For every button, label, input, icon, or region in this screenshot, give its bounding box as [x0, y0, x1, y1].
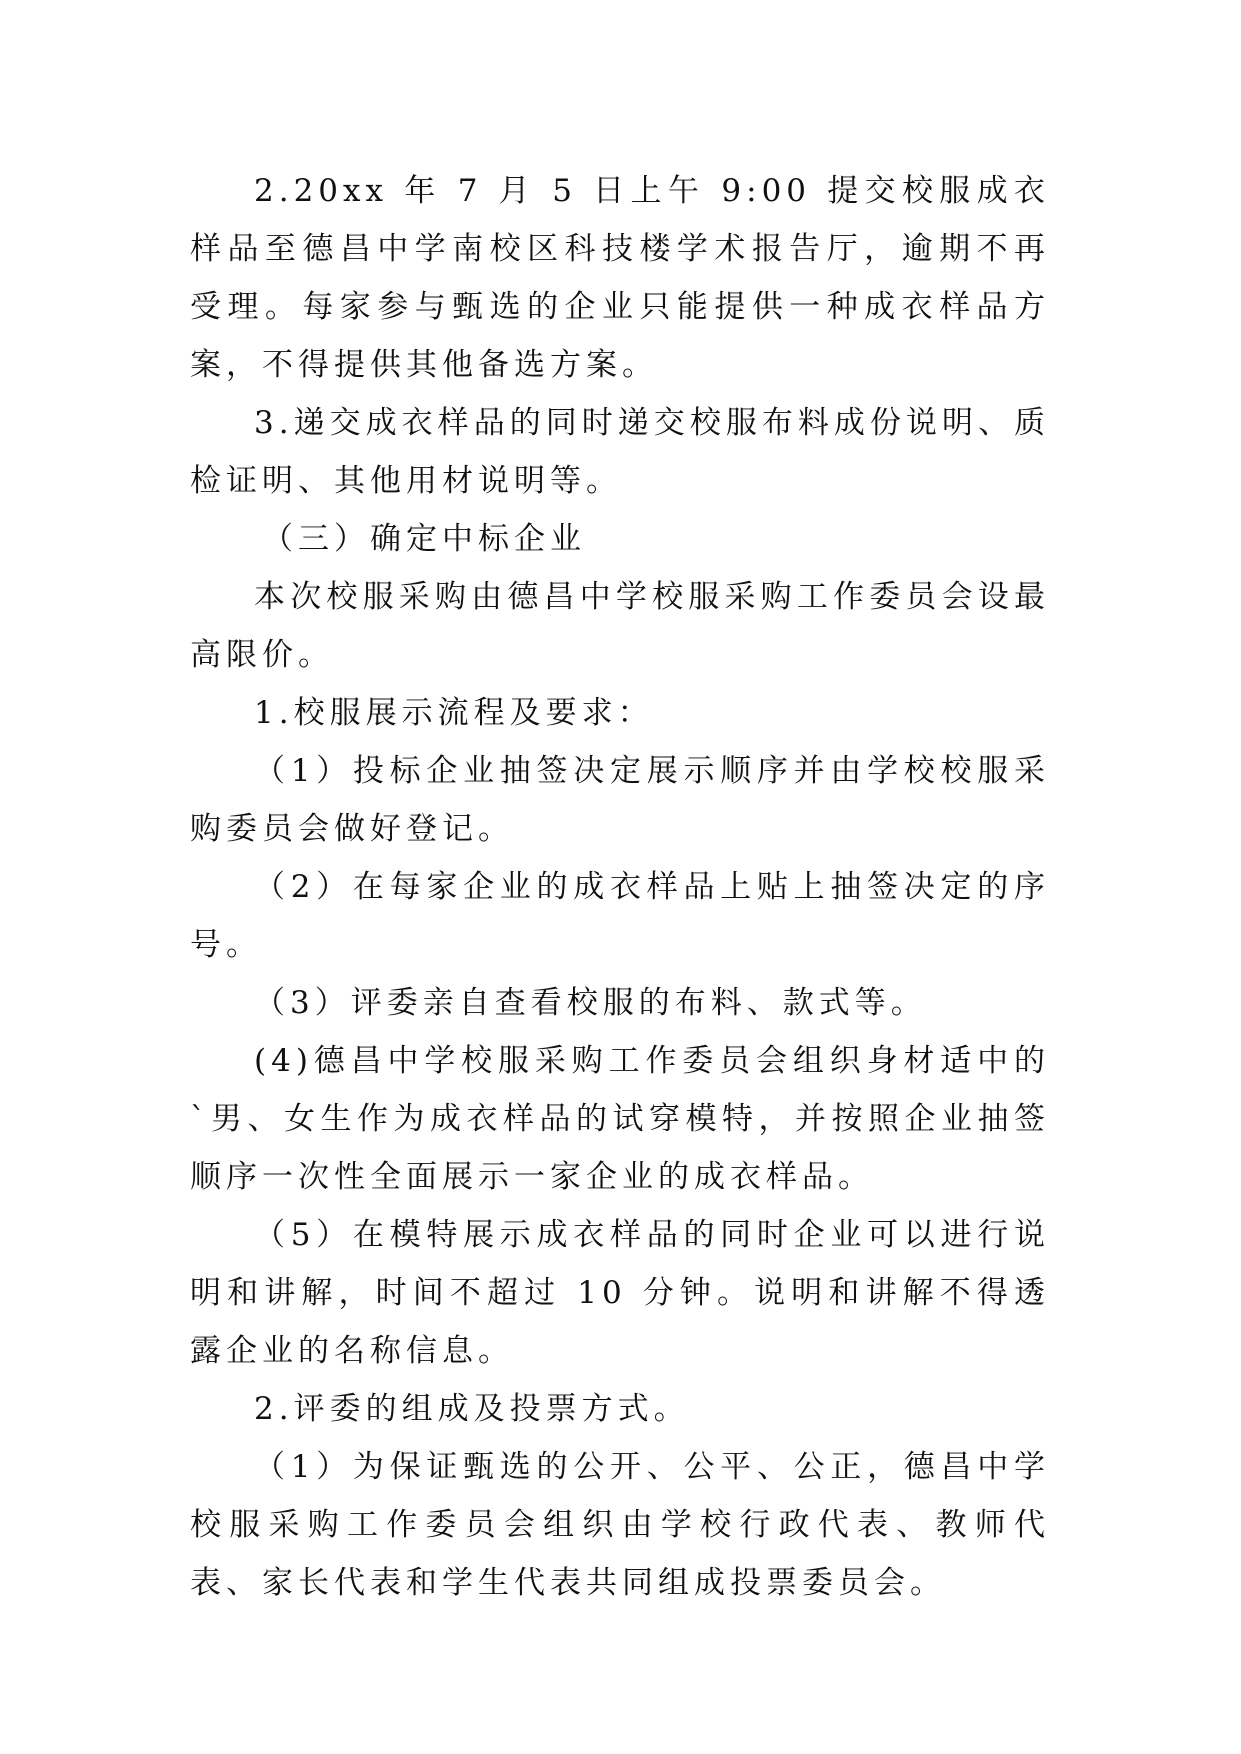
list-item-lottery-order: （1）投标企业抽签决定展示顺序并由学校校服采购委员会做好登记。: [190, 753, 1050, 847]
paragraph-submission-deadline: 2.20xx 年 7 月 5 日上午 9:00 提交校服成衣样品至德昌中学南校区科技楼学术报告厅，逾期不再受理。每家参与甄选的企业只能提供一种成衣样品方案，不得提供其他备选方案。: [190, 173, 1050, 383]
paragraph-price-cap: 本次校服采购由德昌中学校服采购工作委员会设最高限价。: [190, 579, 1050, 673]
list-item-voting-committee: （1）为保证甄选的公开、公平、公正，德昌中学校服采购工作委员会组织由学校行政代表、教师代表、家长代表和学生代表共同组成投票委员会。: [190, 1449, 1050, 1601]
list-item-student-models: (4)德昌中学校服采购工作委员会组织身材适中的`男、女生作为成衣样品的试穿模特，并按照企业抽签顺序一次性全面展示一家企业的成衣样品。: [190, 1043, 1050, 1195]
list-item-sequence-label: （2）在每家企业的成衣样品上贴上抽签决定的序号。: [190, 869, 1050, 963]
document-body: [190, 162, 1050, 1612]
paragraph-material-documents: 3.递交成衣样品的同时递交校服布料成份说明、质检证明、其他用材说明等。: [190, 405, 1050, 499]
paragraph-judges-composition-title: 2.评委的组成及投票方式。: [254, 1391, 690, 1427]
list-item-judges-inspect: （3）评委亲自查看校服的布料、款式等。: [254, 985, 927, 1021]
list-item-explanation-time: （5）在模特展示成衣样品的同时企业可以进行说明和讲解，时间不超过 10 分钟。说明和讲解不得透露企业的名称信息。: [190, 1217, 1050, 1369]
paragraph-display-process-title: 1.校服展示流程及要求：: [254, 695, 654, 731]
section-heading-winning-bidder: （三）确定中标企业: [262, 521, 586, 557]
